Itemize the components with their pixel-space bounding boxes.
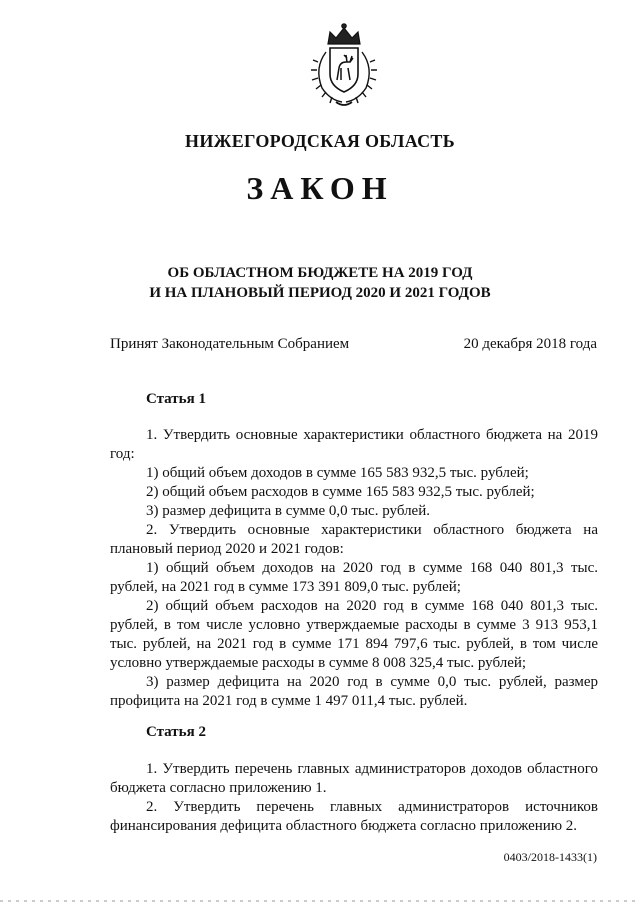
article-2-body: [110, 760, 598, 836]
document-type-title: ЗАКОН: [246, 170, 394, 206]
article-1-paragraph: 1) общий объем доходов в сумме 165 583 932,5 тыс. рублей;: [146, 465, 529, 481]
article-1-paragraph: 2) общий объем расходов на 2020 год в сумме 168 040 801,3 тыс. рублей, в том числе условно утверждаемые расходы в сумме 3 913 953,1 тыс. рублей, на 2021 год в сумме 171 894 797,6 тыс. рублей, в том числе условно утверждаемые расходы в сумме 8 008 325,4 тыс. рублей;: [110, 598, 598, 671]
article-1-paragraph: 3) размер дефицита на 2020 год в сумме 0,0 тыс. рублей, размер профицита на 2021 год в сумме 1 497 011,4 тыс. рублей.: [110, 674, 598, 709]
article-2-paragraph: 1. Утвердить перечень главных администраторов доходов областного бюджета согласно приложению 1.: [110, 761, 598, 796]
coat-of-arms-icon: [306, 22, 382, 110]
law-subject: [0, 263, 640, 303]
article-2-paragraph: 2. Утвердить перечень главных администраторов источников финансирования дефицита областного бюджета согласно приложению 2.: [110, 799, 598, 834]
article-2-heading: Статья 2: [146, 724, 206, 740]
law-subject-line-1: ОБ ОБЛАСТНОМ БЮДЖЕТЕ НА 2019 ГОД: [167, 265, 473, 281]
document-code: 0403/2018-1433(1): [503, 850, 597, 864]
region-name: НИЖЕГОРОДСКАЯ ОБЛАСТЬ: [185, 131, 455, 151]
article-1-heading: Статья 1: [146, 391, 206, 407]
article-1-paragraph: 1) общий объем доходов на 2020 год в сумме 168 040 801,3 тыс. рублей, на 2021 год в сумме 173 391 809,0 тыс. рублей;: [110, 560, 598, 595]
law-subject-line-2: И НА ПЛАНОВЫЙ ПЕРИОД 2020 И 2021 ГОДОВ: [149, 285, 491, 301]
article-1-paragraph: 2) общий объем расходов в сумме 165 583 932,5 тыс. рублей;: [146, 484, 535, 500]
article-1-paragraph: 3) размер дефицита в сумме 0,0 тыс. рублей.: [146, 503, 430, 519]
article-1-paragraph: 1. Утвердить основные характеристики областного бюджета на 2019 год:: [110, 427, 598, 462]
adopted-by: Принят Законодательным Собранием: [110, 336, 350, 352]
article-1-paragraph: 2. Утвердить основные характеристики областного бюджета на плановый период 2020 и 2021 годов:: [110, 522, 598, 557]
adoption-line: [110, 336, 597, 353]
scan-artifact-line: [0, 895, 640, 905]
adoption-date: 20 декабря 2018 года: [463, 336, 597, 352]
article-1-body: [110, 426, 598, 711]
